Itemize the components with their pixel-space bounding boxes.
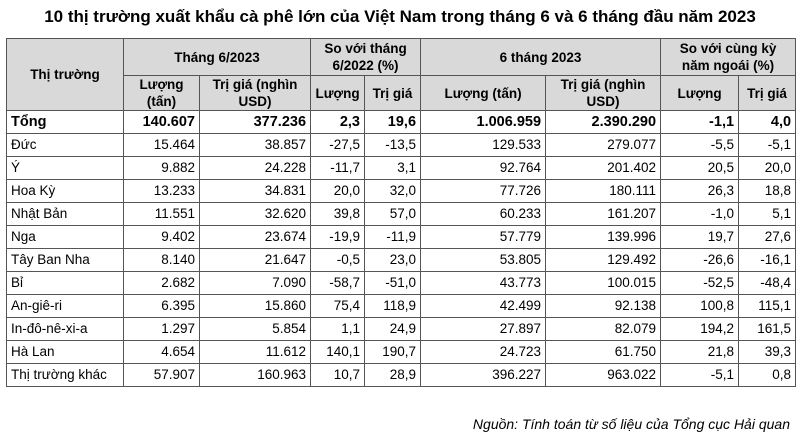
- month-volume-cell: 13.233: [124, 180, 200, 203]
- vs-month-value-cell: 19,6: [365, 111, 421, 134]
- vs-month-volume-cell: 140,1: [311, 341, 365, 364]
- total-row: [7, 111, 796, 134]
- month-volume-cell: 9.402: [124, 226, 200, 249]
- market-header: Thị trường: [7, 39, 124, 111]
- vs-month-value-cell: 57,0: [365, 203, 421, 226]
- month-volume-cell: 9.882: [124, 157, 200, 180]
- vs-month-volume-cell: 20,0: [311, 180, 365, 203]
- yoy-volume-cell: -26,6: [661, 249, 739, 272]
- six-month-volume-cell: 42.499: [421, 295, 546, 318]
- month-value-cell: 24.228: [200, 157, 311, 180]
- table-body: [7, 111, 796, 387]
- month-volume-cell: 140.607: [124, 111, 200, 134]
- table-row: [7, 180, 796, 203]
- month-value-cell: 15.860: [200, 295, 311, 318]
- table-row: [7, 134, 796, 157]
- month-volume-cell: 4.654: [124, 341, 200, 364]
- market-cell: Thị trường khác: [7, 364, 124, 387]
- six-month-volume-cell: 57.779: [421, 226, 546, 249]
- table-row: [7, 157, 796, 180]
- vs-month-value-cell: -11,9: [365, 226, 421, 249]
- six-month-volume-cell: 77.726: [421, 180, 546, 203]
- yoy-value-cell: 20,0: [739, 157, 796, 180]
- six-month-volume-cell: 92.764: [421, 157, 546, 180]
- table-row: [7, 249, 796, 272]
- yoy-volume-cell: -5,1: [661, 364, 739, 387]
- month-volume-cell: 8.140: [124, 249, 200, 272]
- six-month-value-cell: 180.111: [546, 180, 661, 203]
- vs-month-volume-cell: 75,4: [311, 295, 365, 318]
- six-month-value-cell: 201.402: [546, 157, 661, 180]
- month-value-header: Trị giá (nghìn USD): [200, 76, 311, 111]
- six-month-value-cell: 2.390.290: [546, 111, 661, 134]
- yoy-value-cell: -5,1: [739, 134, 796, 157]
- yoy-value-cell: 115,1: [739, 295, 796, 318]
- market-cell: An-giê-ri: [7, 295, 124, 318]
- vs-month-value-cell: -51,0: [365, 272, 421, 295]
- market-cell: Bỉ: [7, 272, 124, 295]
- vs-month-value-cell: 32,0: [365, 180, 421, 203]
- vs-month-value-header: Trị giá: [365, 76, 421, 111]
- yoy-volume-cell: 19,7: [661, 226, 739, 249]
- vs-month-volume-cell: -58,7: [311, 272, 365, 295]
- vs-month-value-cell: 28,9: [365, 364, 421, 387]
- six-month-value-cell: 82.079: [546, 318, 661, 341]
- yoy-value-cell: 18,8: [739, 180, 796, 203]
- six-month-value-cell: 279.077: [546, 134, 661, 157]
- yoy-volume-cell: -1,0: [661, 203, 739, 226]
- yoy-group-header: So với cùng kỳ năm ngoái (%): [661, 39, 796, 76]
- vs-month-volume-header: Lượng: [311, 76, 365, 111]
- six-month-volume-cell: 129.533: [421, 134, 546, 157]
- market-cell: Hoa Kỳ: [7, 180, 124, 203]
- month-volume-header: Lượng (tấn): [124, 76, 200, 111]
- month-value-cell: 38.857: [200, 134, 311, 157]
- yoy-value-cell: 161,5: [739, 318, 796, 341]
- six-month-volume-cell: 396.227: [421, 364, 546, 387]
- vs-month-value-cell: 118,9: [365, 295, 421, 318]
- yoy-volume-header: Lượng: [661, 76, 739, 111]
- market-cell: In-đô-nê-xi-a: [7, 318, 124, 341]
- table-row: [7, 318, 796, 341]
- month-volume-cell: 1.297: [124, 318, 200, 341]
- month-value-cell: 160.963: [200, 364, 311, 387]
- month-value-cell: 21.647: [200, 249, 311, 272]
- yoy-volume-cell: 100,8: [661, 295, 739, 318]
- six-month-value-cell: 963.022: [546, 364, 661, 387]
- six-month-group-header: 6 tháng 2023: [421, 39, 661, 76]
- market-cell: Hà Lan: [7, 341, 124, 364]
- vs-month-value-cell: 3,1: [365, 157, 421, 180]
- month-value-cell: 5.854: [200, 318, 311, 341]
- month-value-cell: 11.612: [200, 341, 311, 364]
- yoy-value-cell: 5,1: [739, 203, 796, 226]
- yoy-value-cell: -16,1: [739, 249, 796, 272]
- yoy-volume-cell: -1,1: [661, 111, 739, 134]
- vs-month-volume-cell: 1,1: [311, 318, 365, 341]
- month-volume-cell: 2.682: [124, 272, 200, 295]
- vs-month-value-cell: 190,7: [365, 341, 421, 364]
- month-volume-cell: 15.464: [124, 134, 200, 157]
- six-month-volume-cell: 53.805: [421, 249, 546, 272]
- vs-month-group-header: So với tháng 6/2022 (%): [311, 39, 421, 76]
- six-month-volume-cell: 1.006.959: [421, 111, 546, 134]
- vs-month-value-cell: -13,5: [365, 134, 421, 157]
- six-month-value-cell: 100.015: [546, 272, 661, 295]
- vs-month-volume-cell: -11,7: [311, 157, 365, 180]
- month-value-cell: 377.236: [200, 111, 311, 134]
- vs-month-volume-cell: -0,5: [311, 249, 365, 272]
- six-month-volume-cell: 60.233: [421, 203, 546, 226]
- month-value-cell: 23.674: [200, 226, 311, 249]
- yoy-volume-cell: 26,3: [661, 180, 739, 203]
- month-value-cell: 34.831: [200, 180, 311, 203]
- yoy-value-cell: -48,4: [739, 272, 796, 295]
- month-value-cell: 7.090: [200, 272, 311, 295]
- vs-month-volume-cell: 10,7: [311, 364, 365, 387]
- yoy-volume-cell: 194,2: [661, 318, 739, 341]
- vs-month-volume-cell: 39,8: [311, 203, 365, 226]
- month-group-header: Tháng 6/2023: [124, 39, 311, 76]
- month-value-cell: 32.620: [200, 203, 311, 226]
- yoy-value-cell: 4,0: [739, 111, 796, 134]
- six-month-value-cell: 129.492: [546, 249, 661, 272]
- six-month-value-cell: 61.750: [546, 341, 661, 364]
- yoy-value-cell: 27,6: [739, 226, 796, 249]
- month-volume-cell: 57.907: [124, 364, 200, 387]
- market-cell: Tây Ban Nha: [7, 249, 124, 272]
- vs-month-value-cell: 23,0: [365, 249, 421, 272]
- yoy-value-cell: 39,3: [739, 341, 796, 364]
- yoy-volume-cell: 21,8: [661, 341, 739, 364]
- vs-month-volume-cell: -27,5: [311, 134, 365, 157]
- month-volume-cell: 11.551: [124, 203, 200, 226]
- six-month-value-cell: 161.207: [546, 203, 661, 226]
- market-cell: Tổng: [7, 111, 124, 134]
- market-cell: Ý: [7, 157, 124, 180]
- coffee-export-table: [6, 38, 796, 387]
- yoy-value-cell: 0,8: [739, 364, 796, 387]
- source-note: Nguồn: Tính toán từ số liệu của Tổng cục Hải quan: [472, 416, 790, 432]
- vs-month-volume-cell: -19,9: [311, 226, 365, 249]
- table-row: [7, 203, 796, 226]
- table-row: [7, 341, 796, 364]
- six-month-value-header: Trị giá (nghìn USD): [546, 76, 661, 111]
- six-month-value-cell: 92.138: [546, 295, 661, 318]
- table-row: [7, 295, 796, 318]
- six-month-volume-cell: 27.897: [421, 318, 546, 341]
- vs-month-volume-cell: 2,3: [311, 111, 365, 134]
- table-row: [7, 364, 796, 387]
- market-cell: Nhật Bản: [7, 203, 124, 226]
- table-title: 10 thị trường xuất khẩu cà phê lớn của Việt Nam trong tháng 6 và 6 tháng đầu năm 2023: [44, 7, 756, 26]
- market-cell: Đức: [7, 134, 124, 157]
- six-month-volume-cell: 24.723: [421, 341, 546, 364]
- yoy-value-header: Trị giá: [739, 76, 796, 111]
- vs-month-value-cell: 24,9: [365, 318, 421, 341]
- six-month-value-cell: 139.996: [546, 226, 661, 249]
- table-row: [7, 272, 796, 295]
- yoy-volume-cell: 20,5: [661, 157, 739, 180]
- six-month-volume-header: Lượng (tấn): [421, 76, 546, 111]
- market-cell: Nga: [7, 226, 124, 249]
- yoy-volume-cell: -5,5: [661, 134, 739, 157]
- table-row: [7, 226, 796, 249]
- month-volume-cell: 6.395: [124, 295, 200, 318]
- six-month-volume-cell: 43.773: [421, 272, 546, 295]
- yoy-volume-cell: -52,5: [661, 272, 739, 295]
